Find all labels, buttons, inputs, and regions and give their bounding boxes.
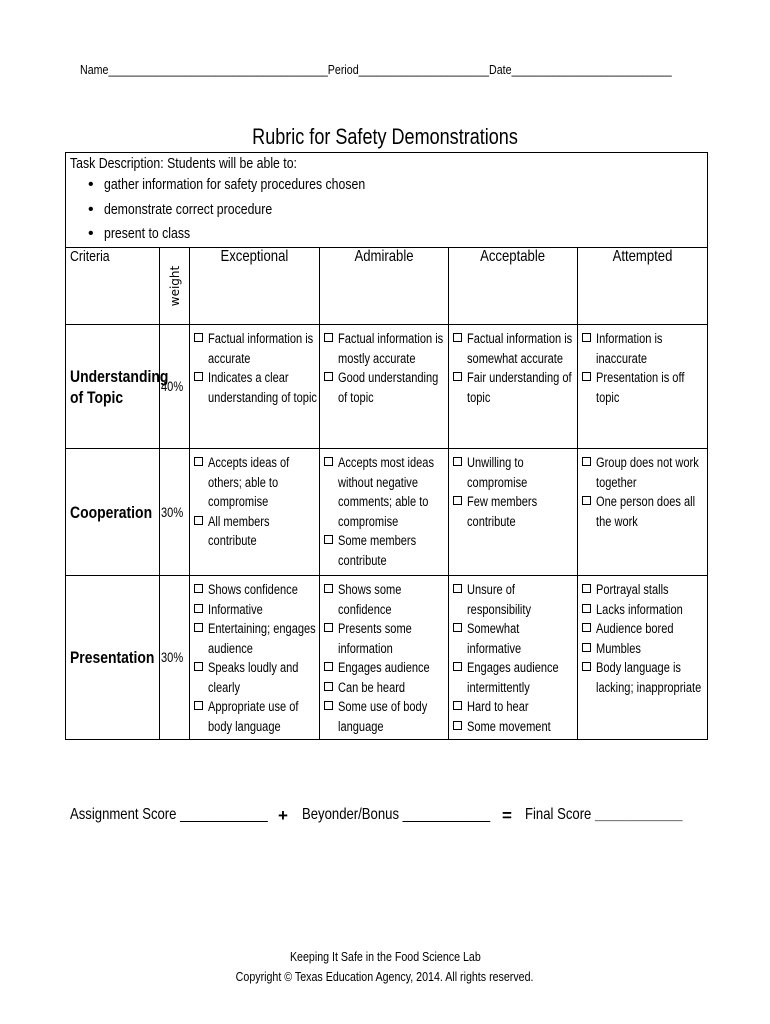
criteria-text: Shows some confidence	[338, 582, 402, 617]
task-item: • gather information for safety procedures chosen	[66, 173, 707, 198]
checkbox-icon[interactable]	[582, 496, 591, 505]
level-header-exceptional: Exceptional	[190, 248, 320, 325]
assignment-score-label: Assignment Score	[70, 806, 177, 823]
final-score-label: Final Score	[525, 806, 592, 823]
checkbox-icon[interactable]	[453, 584, 462, 593]
criteria-text: Audience bored	[596, 621, 674, 636]
checkbox-icon[interactable]	[324, 333, 333, 342]
rubric-cell	[449, 576, 578, 740]
criteria-bullet	[194, 658, 317, 697]
criteria-bullet	[582, 600, 705, 620]
checkbox-icon[interactable]	[324, 682, 333, 691]
checkbox-icon[interactable]	[453, 623, 462, 632]
criteria-bullet	[324, 658, 446, 678]
rubric-cell	[190, 576, 320, 740]
checkbox-icon[interactable]	[324, 535, 333, 544]
bonus-score-label: Beyonder/Bonus	[302, 806, 400, 823]
name-blank[interactable]: _____________________________________	[108, 62, 328, 77]
criteria-text: Mumbles	[596, 640, 641, 656]
final-score-blank[interactable]: ____________	[595, 806, 683, 823]
criteria-text: Factual information is accurate	[208, 331, 314, 366]
checkbox-icon[interactable]	[453, 662, 462, 671]
rubric-row-understanding	[66, 325, 708, 449]
level-header-acceptable: Acceptable	[449, 248, 578, 325]
footer-title: Keeping It Safe in the Food Science Lab	[289, 949, 481, 964]
criteria-bullet	[194, 580, 317, 600]
criteria-bullet	[453, 697, 575, 717]
criteria-bullet-list	[194, 329, 317, 407]
criteria-bullet	[194, 453, 317, 512]
criteria-bullet	[582, 329, 705, 368]
level-header-admirable: Admirable	[320, 248, 449, 325]
criteria-text: Hard to hear	[467, 699, 529, 714]
criteria-bullet	[453, 329, 575, 368]
assignment-score	[70, 806, 311, 824]
criteria-bullet	[453, 580, 575, 619]
criteria-bullet-list	[324, 453, 446, 570]
criteria-bullet	[324, 453, 446, 531]
bonus-score-blank[interactable]: ____________	[402, 806, 491, 823]
criteria-bullet	[582, 658, 705, 697]
criteria-bullet	[194, 619, 317, 658]
criteria-text: Factual information is somewhat accurate	[467, 331, 573, 366]
checkbox-icon[interactable]	[194, 457, 203, 466]
criteria-bullet	[582, 492, 705, 531]
checkbox-icon[interactable]	[582, 643, 591, 652]
rubric-cell	[578, 576, 708, 740]
criteria-header: Criteria	[66, 248, 160, 325]
checkbox-icon[interactable]	[324, 701, 333, 710]
checkbox-icon[interactable]	[194, 623, 203, 632]
criteria-bullet	[324, 619, 446, 658]
criteria-bullet	[453, 717, 575, 737]
criteria-text: Informative	[208, 601, 263, 617]
criteria-text: Group does not work together	[596, 455, 699, 490]
criteria-bullet-list	[582, 329, 705, 407]
criterion-name: Presentation	[66, 576, 160, 740]
rubric-cell	[320, 449, 449, 576]
criteria-text: Shows confidence	[208, 582, 298, 597]
plus-sign: +	[278, 806, 288, 825]
criteria-text: Can be heard	[338, 679, 406, 695]
checkbox-icon[interactable]	[194, 333, 203, 342]
assignment-score-blank[interactable]: ____________	[180, 806, 268, 823]
criteria-text: Somewhat informative	[467, 621, 522, 656]
criteria-text: Engages audience	[338, 660, 430, 675]
criteria-text: Entertaining; engages audience	[208, 621, 316, 656]
checkbox-icon[interactable]	[453, 721, 462, 730]
criteria-bullet	[324, 678, 446, 698]
checkbox-icon[interactable]	[453, 496, 462, 505]
student-info-line	[80, 62, 770, 77]
checkbox-icon[interactable]	[582, 662, 591, 671]
rubric-table	[65, 152, 708, 740]
criteria-text: Presents some information	[338, 621, 412, 656]
criteria-bullet	[324, 368, 446, 407]
criteria-text: Unsure of responsibility	[467, 582, 531, 617]
criteria-bullet-list	[453, 329, 575, 407]
criteria-text: Some movement	[467, 718, 551, 734]
criteria-bullet	[324, 580, 446, 619]
criterion-weight: 40%	[160, 325, 190, 449]
criteria-text: Fair understanding of topic	[467, 370, 572, 405]
criteria-bullet	[453, 453, 575, 492]
criteria-bullet	[453, 368, 575, 407]
checkbox-icon[interactable]	[453, 457, 462, 466]
criteria-text: All members contribute	[208, 513, 270, 548]
checkbox-icon[interactable]	[453, 333, 462, 342]
rubric-cell	[320, 576, 449, 740]
checkbox-icon[interactable]	[453, 372, 462, 381]
rubric-cell	[190, 449, 320, 576]
checkbox-icon[interactable]	[324, 457, 333, 466]
criteria-bullet-list	[324, 329, 446, 407]
task-description: Task Description: Students will be able to:	[70, 155, 297, 172]
criteria-bullet	[453, 658, 575, 697]
checkbox-icon[interactable]	[194, 516, 203, 525]
checkbox-icon[interactable]	[582, 623, 591, 632]
checkbox-icon[interactable]	[324, 662, 333, 671]
criteria-bullet	[194, 329, 317, 368]
checkbox-icon[interactable]	[453, 701, 462, 710]
weight-header: weight	[160, 248, 190, 325]
criteria-text: Speaks loudly and clearly	[208, 660, 299, 695]
period-blank[interactable]: ______________________	[358, 62, 490, 77]
criteria-bullet	[453, 619, 575, 658]
criteria-text: Appropriate use of body language	[208, 699, 299, 734]
final-score	[525, 806, 717, 824]
criteria-bullet-list	[194, 580, 317, 736]
checkbox-icon[interactable]	[582, 457, 591, 466]
criteria-text: One person does all the work	[596, 494, 696, 529]
rubric-cell	[449, 449, 578, 576]
criteria-bullet-list	[453, 453, 575, 531]
criteria-text: Unwilling to compromise	[467, 455, 528, 490]
criteria-text: Portrayal stalls	[596, 582, 669, 597]
task-item: • demonstrate correct procedure	[66, 198, 707, 223]
criteria-text: Lacks information	[596, 601, 683, 617]
criteria-bullet	[582, 580, 705, 600]
criteria-bullet	[194, 512, 317, 551]
bonus-score	[302, 806, 532, 824]
rubric-cell	[449, 325, 578, 449]
checkbox-icon[interactable]	[324, 372, 333, 381]
criteria-bullet-list	[324, 580, 446, 736]
criteria-text: Indicates a clear understanding of topic	[208, 370, 317, 405]
criteria-text: Body language is lacking; inappropriate	[596, 660, 702, 695]
criteria-bullet	[582, 619, 705, 639]
criterion-name: Cooperation	[66, 449, 160, 576]
checkbox-icon[interactable]	[582, 333, 591, 342]
rubric-cell	[578, 325, 708, 449]
criterion-weight: 30%	[160, 449, 190, 576]
criteria-bullet-list	[453, 580, 575, 736]
task-item: • present to class	[66, 222, 707, 247]
criterion-name: Understanding of Topic	[66, 325, 160, 449]
task-description-cell	[66, 153, 708, 248]
criteria-text: Few members contribute	[467, 494, 538, 529]
checkbox-icon[interactable]	[582, 584, 591, 593]
criteria-bullet	[453, 492, 575, 531]
criteria-bullet	[582, 453, 705, 492]
checkbox-icon[interactable]	[194, 662, 203, 671]
criteria-bullet	[324, 697, 446, 736]
rubric-row-presentation	[66, 576, 708, 740]
criteria-bullet-list	[582, 580, 705, 697]
criteria-text: Factual information is mostly accurate	[338, 331, 444, 366]
footer-copyright: Copyright © Texas Education Agency, 2014. All rights reserved.	[236, 969, 534, 984]
criteria-bullet-list	[194, 453, 317, 551]
checkbox-icon[interactable]	[582, 372, 591, 381]
rubric-row-cooperation	[66, 449, 708, 576]
rubric-cell	[320, 325, 449, 449]
criteria-bullet-list	[582, 453, 705, 531]
period-label: Period	[327, 62, 359, 77]
criteria-text: Accepts ideas of others; able to compromise	[208, 455, 290, 509]
page-title: Rubric for Safety Demonstrations	[252, 124, 518, 149]
criteria-bullet	[324, 531, 446, 570]
criteria-text: Presentation is off topic	[596, 370, 685, 405]
checkbox-icon[interactable]	[324, 623, 333, 632]
criteria-bullet	[582, 639, 705, 659]
criteria-text: Information is inaccurate	[596, 331, 663, 366]
criteria-bullet	[194, 368, 317, 407]
criteria-text: Some use of body language	[338, 699, 428, 734]
criteria-text: Accepts most ideas without negative comments; able to compromise	[338, 455, 434, 529]
criteria-bullet	[582, 368, 705, 407]
rubric-cell	[190, 325, 320, 449]
rubric-cell	[578, 449, 708, 576]
date-blank[interactable]: ___________________________	[511, 62, 672, 77]
checkbox-icon[interactable]	[194, 701, 203, 710]
criteria-bullet	[194, 600, 317, 620]
checkbox-icon[interactable]	[194, 372, 203, 381]
equals-sign: =	[502, 806, 512, 825]
checkbox-icon[interactable]	[582, 604, 591, 613]
checkbox-icon[interactable]	[324, 584, 333, 593]
criteria-text: Some members contribute	[338, 533, 417, 568]
date-label: Date	[489, 62, 512, 77]
criteria-text: Good understanding of topic	[338, 370, 439, 405]
task-list	[66, 173, 707, 247]
checkbox-icon[interactable]	[194, 584, 203, 593]
name-label: Name	[80, 62, 109, 77]
checkbox-icon[interactable]	[194, 604, 203, 613]
criteria-bullet	[194, 697, 317, 736]
level-header-attempted: Attempted	[578, 248, 708, 325]
criteria-text: Engages audience intermittently	[467, 660, 559, 695]
criteria-bullet	[324, 329, 446, 368]
criterion-weight: 30%	[160, 576, 190, 740]
